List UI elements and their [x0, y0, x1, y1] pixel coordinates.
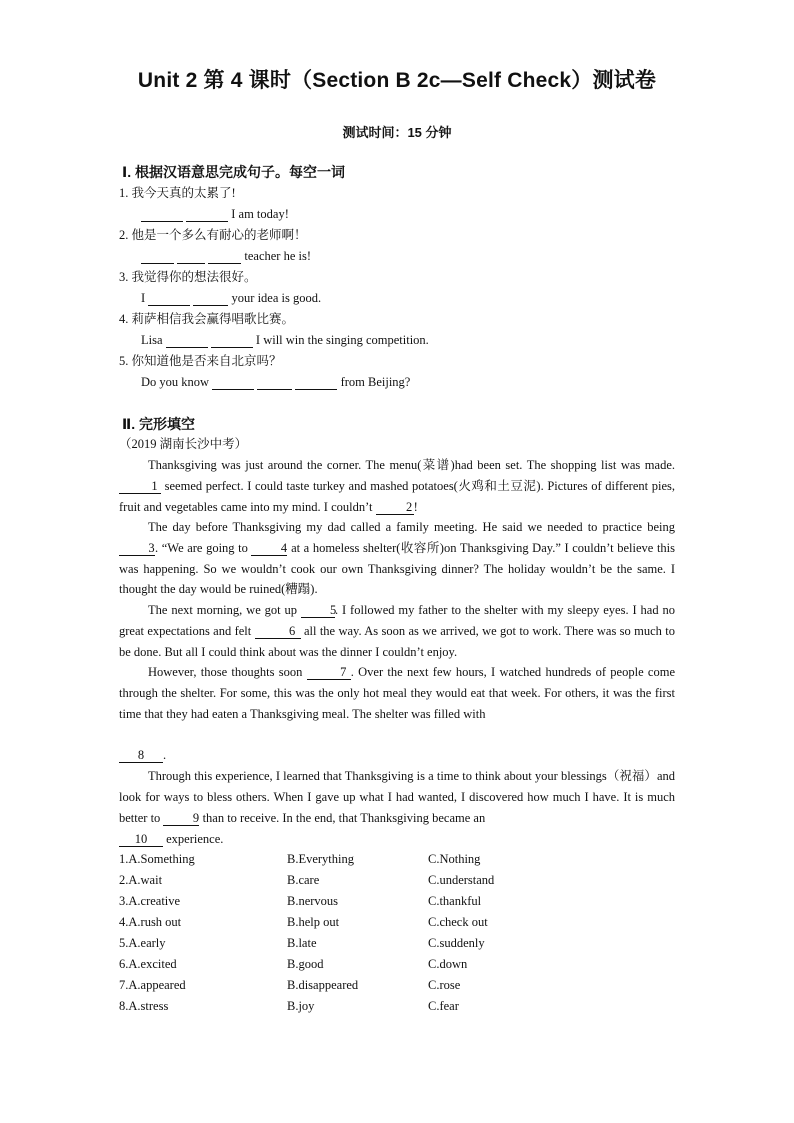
passage-paragraph-5: Through this experience, I learned that Thanksgiving is a time to think about your blessings（祝福）and look for ways to bless others. When I gave up what I had wanted, I discovered how much I have. It is much better to 9 than to receive. In the end, that Thanksgiving became an	[119, 769, 675, 825]
blank-9[interactable]: 9	[163, 811, 199, 826]
option-7-b[interactable]: B.disappeared	[287, 978, 359, 992]
option-5-c[interactable]: C.suddenly	[428, 936, 485, 950]
answer-blank[interactable]	[141, 207, 183, 222]
option-6-b[interactable]: B.good	[287, 957, 324, 971]
option-8-a[interactable]: 8.A.stress	[119, 999, 169, 1013]
passage-paragraph-2: The day before Thanksgiving my dad called a family meeting. He said we needed to practice being 3. “We are going to 4 at a homeless shelter(收容所)on Thanksgiving Day.” I couldn’t believe this was happening. So we wouldn’t cook our own Thanksgiving dinner? The holiday wouldn’t be the same. I thought the day would be ruined(糟蹋).	[119, 520, 675, 597]
answer-blank[interactable]	[208, 249, 241, 264]
blank-6[interactable]: 6	[255, 624, 301, 639]
option-5-a[interactable]: 5.A.early	[119, 936, 166, 950]
option-7-c[interactable]: C.rose	[428, 978, 461, 992]
s1-item-5-zh: 5. 你知道他是否来自北京吗？	[119, 354, 282, 368]
option-7-a[interactable]: 7.A.appeared	[119, 978, 186, 992]
passage-paragraph-1: Thanksgiving was just around the corner. The menu(菜谱)had been set. The shopping list was made. 1 seemed perfect. I could taste turkey and mashed potatoes(火鸡和土豆泥). Pictures of different pies, fruit and vegetables came into my mind. I couldn’t 2!	[119, 458, 675, 514]
option-4-a[interactable]: 4.A.rush out	[119, 915, 182, 929]
passage-paragraph-4-cont: 8 .	[119, 745, 675, 766]
answer-blank[interactable]	[193, 291, 228, 306]
answer-blank[interactable]	[148, 291, 190, 306]
option-3-a[interactable]: 3.A.creative	[119, 894, 181, 908]
option-6-c[interactable]: C.down	[428, 957, 468, 971]
passage-paragraph-3: The next morning, we got up 5. I followed my father to the shelter with my sleepy eyes. I had no great expectations and felt 6 all the way. As soon as we arrived, we got to work. There was so much to be done. But all I could think about was the dinner I couldn’t enjoy.	[119, 603, 676, 659]
passage-paragraph-5-cont: 10 experience.	[119, 829, 675, 850]
blank-3[interactable]: 3	[119, 541, 155, 556]
answer-blank[interactable]	[177, 249, 205, 264]
blank-8[interactable]: 8	[119, 748, 163, 763]
blank-4[interactable]: 4	[251, 541, 287, 556]
answer-blank[interactable]	[257, 375, 292, 390]
s1-item-4-zh: 4. 莉萨相信我会赢得唱歌比赛。	[119, 312, 295, 326]
answer-blank[interactable]	[211, 333, 253, 348]
s1-item-1-zh: 1. 我今天真的太累了!	[119, 186, 236, 200]
option-4-c[interactable]: C.check out	[428, 915, 488, 929]
s1-item-3-en: I your idea is good.	[141, 291, 322, 305]
option-1-c[interactable]: C.Nothing	[428, 852, 481, 866]
blank-2[interactable]: 2	[376, 500, 414, 515]
option-2-c[interactable]: C.understand	[428, 873, 495, 887]
answer-blank[interactable]	[295, 375, 337, 390]
s1-item-2-en: teacher he is!	[141, 247, 311, 265]
option-8-b[interactable]: B.joy	[287, 999, 315, 1013]
option-1-a[interactable]: 1.A.Something	[119, 852, 195, 866]
s1-item-2-zh: 2. 他是一个多么有耐心的老师啊！	[119, 228, 307, 242]
answer-blank[interactable]	[166, 333, 208, 348]
option-6-a[interactable]: 6.A.excited	[119, 957, 177, 971]
blank-7[interactable]: 7	[307, 665, 351, 680]
option-2-b[interactable]: B.care	[287, 873, 320, 887]
section-1-heading: Ⅰ. 根据汉语意思完成句子。每空一词	[122, 164, 345, 180]
blank-10[interactable]: 10	[119, 832, 163, 847]
s1-item-1-en: I am today!	[141, 205, 289, 223]
option-3-c[interactable]: C.thankful	[428, 894, 482, 908]
option-5-b[interactable]: B.late	[287, 936, 317, 950]
option-8-c[interactable]: C.fear	[428, 999, 459, 1013]
answer-blank[interactable]	[141, 249, 174, 264]
option-2-a[interactable]: 2.A.wait	[119, 873, 163, 887]
s1-item-5-en: Do you know from Beijing?	[141, 375, 411, 389]
page-title: Unit 2 第 4 课时（Section B 2c—Self Check）测试卷	[137, 69, 657, 92]
section-2-heading: Ⅱ. 完形填空	[122, 416, 196, 432]
blank-1[interactable]: 1	[119, 479, 161, 494]
blank-5[interactable]: 5	[301, 603, 335, 618]
answer-blank[interactable]	[186, 207, 228, 222]
passage-paragraph-4: However, those thoughts soon 7 . Over the next few hours, I watched hundreds of people come through the shelter. For some, this was the only hot meal they would eat that week. For others, it was the first time that they had eaten a Thanksgiving meal. The shelter was filled with	[119, 665, 675, 721]
option-1-b[interactable]: B.Everything	[287, 852, 355, 866]
option-4-b[interactable]: B.help out	[287, 915, 340, 929]
s1-item-4-en: Lisa I will win the singing competition.	[141, 333, 429, 347]
answer-blank[interactable]	[212, 375, 254, 390]
s1-item-3-zh: 3. 我觉得你的想法很好。	[119, 270, 257, 284]
test-time: 测试时间：15 分钟	[342, 125, 452, 140]
exam-source: （2019 湖南长沙中考）	[119, 437, 248, 451]
option-3-b[interactable]: B.nervous	[287, 894, 339, 908]
